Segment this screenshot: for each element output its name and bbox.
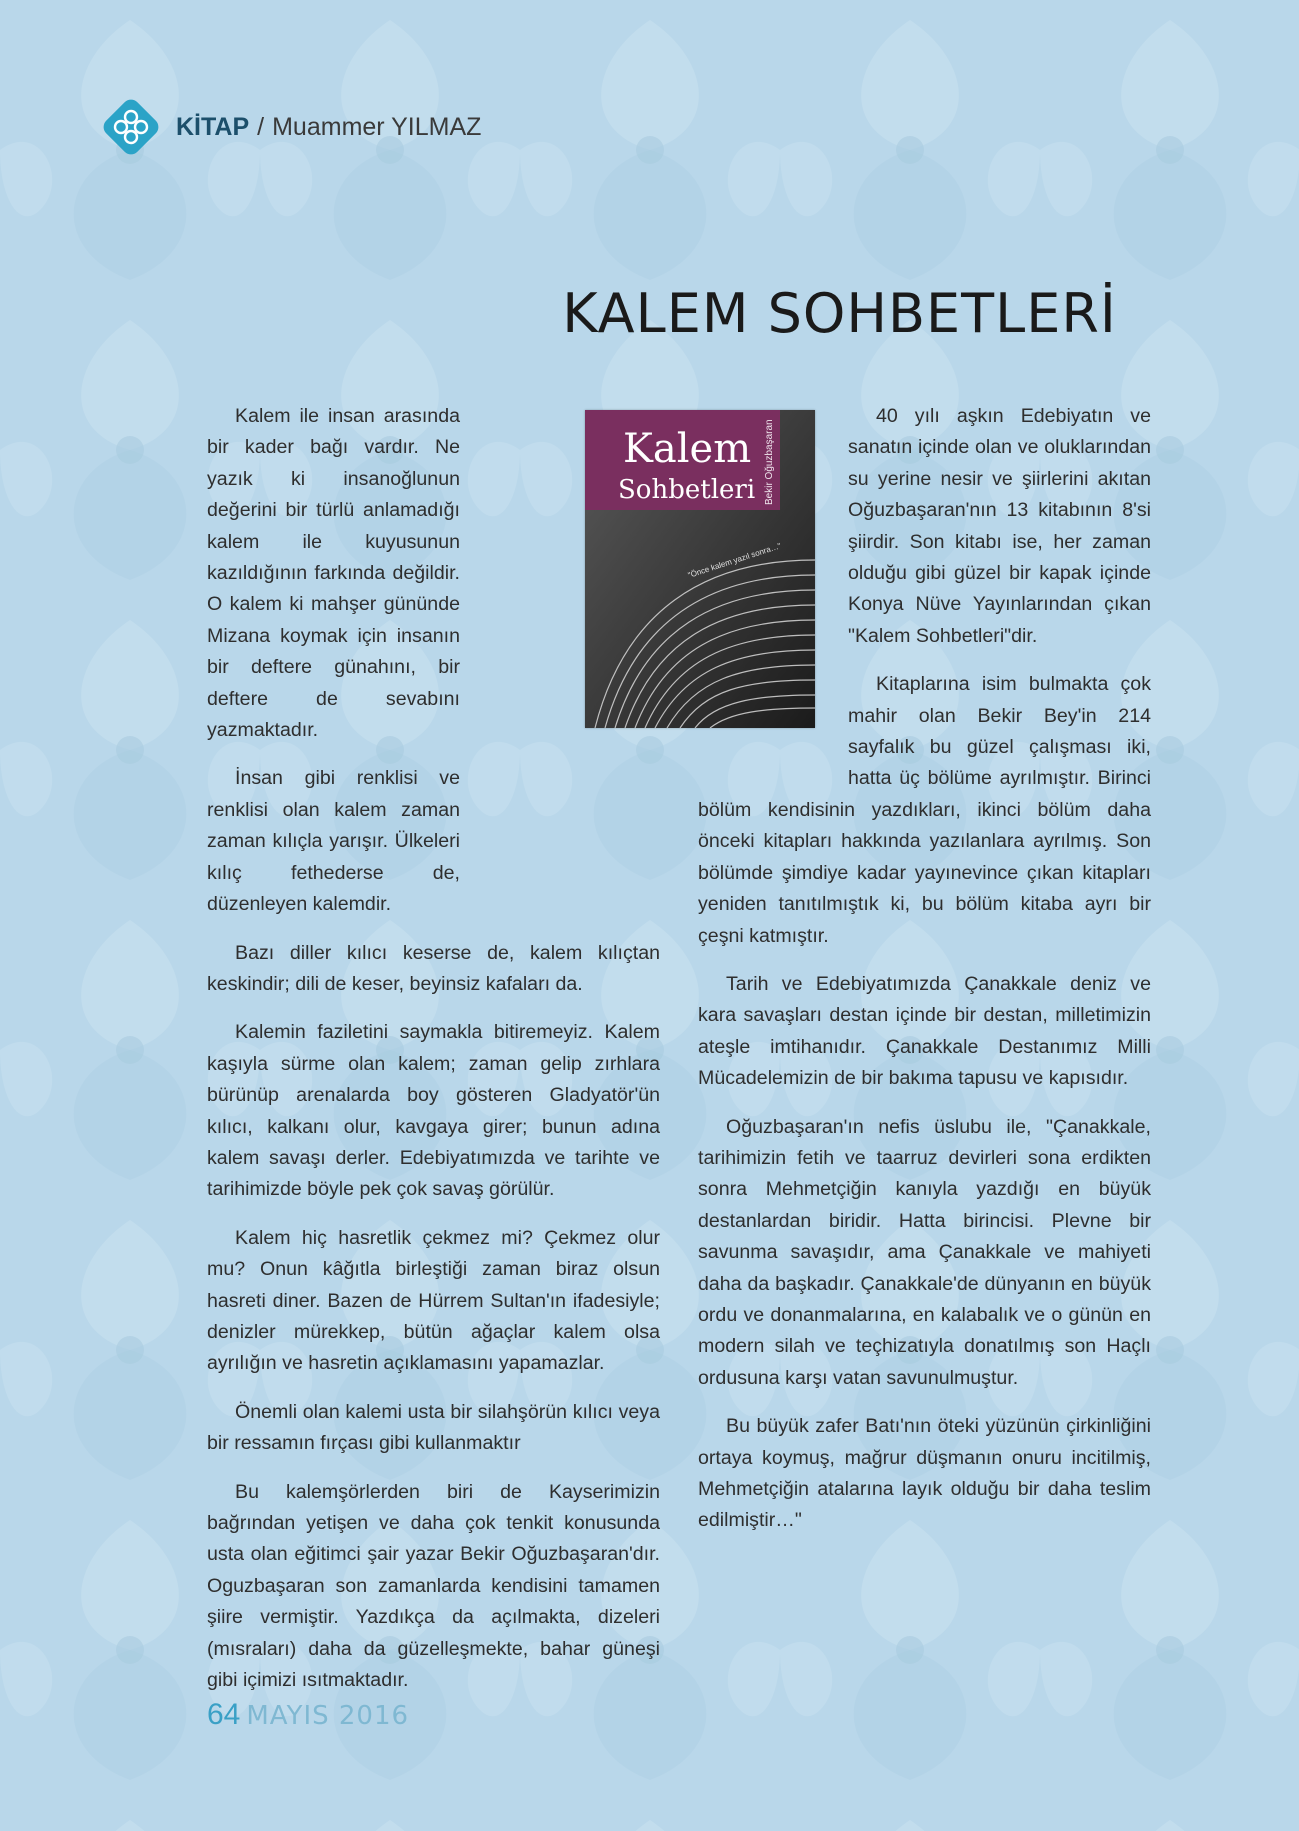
paragraph-5: Kalem hiç hasretlik çekmez mi? Çekmez olur mu? Onun kâğıtla birleştiği zaman biraz olsun hasreti diner. Bazen de Hürrem Sultan'ın ifadesiyle; denizler mürekkep, bütün ağaçlar kalem olsa ayrılığın ve hasretin açıklamasını yapamazlar. [207, 1226, 660, 1375]
book-cover-author: Bekir Oğuzbaşaran [764, 419, 775, 505]
book-cover-title-1: Kalem [623, 426, 752, 472]
issue-date: MAYIS 2016 [246, 1701, 410, 1731]
section-label: KİTAP [176, 112, 250, 141]
page-number: 64 [207, 1698, 241, 1731]
header-separator: / [257, 112, 265, 141]
paragraph-9: Kitaplarına isim bulmakta çok mahir olan Bekir Bey'in 214 sayfalık bu güzel çalışması iki, hatta üç bölüme ayrılmıştır. Birinci bölüm kendisinin yazdıkları, ikinci bölüm daha önceki kitapları hakkında yazılanlara ayrılmış. Son bölümde şimdiye kadar yayınevince çıkan kitapları yeniden tanıtılmıştık ki, bu bölüm kitaba ayrı bir çeşni katmıştır. [698, 673, 1151, 947]
page-header [96, 92, 481, 162]
paragraph-2: İnsan gibi renklisi ve renklisi olan kalem zaman zaman kılıçla yarışır. Ülkeleri kılıç fethederse de, düzenleyen kalemdir. [207, 767, 460, 916]
paragraph-6: Önemli olan kalemi usta bir silahşörün kılıcı veya bir ressamın fırçası gibi kullanmaktır [207, 1400, 660, 1455]
paragraph-8: 40 yılı aşkın Edebiyatın ve sanatın içinde olan ve oluklarından su yerine nesir ve şiirlerini akıtan Oğuzbaşaran'nın 13 kitabının 8'si şiirdir. Son kitabı ise, her zaman olduğu gibi güzel bir kapak içinde Konya Nüve Yayınlarından çıkan "Kalem Sohbetleri"dir. [848, 405, 1151, 647]
author-name: Muammer YILMAZ [272, 112, 482, 141]
paragraph-7: Bu kalemşörlerden biri de Kayserimizin bağrından yetişen ve daha çok tenkit konusunda usta olan eğitimci şair yazar Bekir Oğuzbaşaran'dır. Oguzbaşaran son zamanlarda kendisini tamamen şiire vermiştir. Yazdıkça da açılmakta, dizeleri (mısraları) daha da güzelleşmekte, bahar güneşi gibi içimizi ısıtmaktadır. [207, 1480, 660, 1692]
paragraph-10: Tarih ve Edebiyatımızda Çanakkale deniz ve kara savaşları destan içinde bir destan, milletimizin ateşle imtihanıdır. Çanakkale Destanımız Milli Mücadelemizin de bir bakıma tapusu ve kapısıdır. [698, 972, 1151, 1090]
paragraph-1: Kalem ile insan arasında bir kader bağı vardır. Ne yazık ki insanoğlunun değerini bir türlü anlamadığı kalem ile kuyusunun kazıldığının farkında değildir. O kalem ki mahşer gününde Mizana koymak için insanın bir deftere günahını, bir deftere de sevabını yazmaktadır. [207, 405, 460, 742]
paragraph-12: Bu büyük zafer Batı'nın öteki yüzünün çirkinliğini ortaya koymuş, mağrur düşmanın onuru incitilmiş, Mehmetçiğin atalarına layık olduğu bir daha teslim edilmiştir…" [698, 1415, 1151, 1532]
diamond-logo-icon [96, 92, 166, 162]
paragraph-3: Bazı diller kılıcı keserse de, kalem kılıçtan keskindir; dili de keser, beyinsiz kafaları da. [207, 941, 660, 995]
paragraph-4: Kalemin faziletini saymakla bitiremeyiz. Kalem kaşıyla sürme olan kalem; zaman gelip zırhlara bürünüp arenalarda boy gösteren Gladyatör'ün kılıcı, kalkanı olur, kavgaya girer; bunun adına kalem savaşı derler. Edebiyatımızda ve tarihte ve tarihimizde böyle pek çok savaş görülür. [207, 1021, 660, 1201]
book-cover-title-2: Sohbetleri [618, 475, 756, 505]
book-cover-quote: "Önce kalem yazıl sonra…" [686, 541, 783, 580]
paragraph-11: Oğuzbaşaran'ın nefis üslubu ile, "Çanakkale, tarihimizin fetih ve taarruz devirleri sona erdikten sonra Mehmetçiğin kanıyla yazdığı en büyük destanlardan biridir. Hatta birincisi. Plevne bir savunma savaşıdır, ama Çanakkale ve mahiyeti daha da başkadır. Çanakkale'de dünyanın en büyük ordu ve donanmalarına, en kalabalık ve o günün en modern silah ve teçhizatıyla donatılmış son Haçlı ordusuna karşı vatan savunulmuştur. [698, 1115, 1151, 1389]
article-title: KALEM SOHBETLERİ [562, 282, 1117, 345]
book-cover-image [585, 410, 815, 728]
page-footer [207, 1698, 409, 1732]
